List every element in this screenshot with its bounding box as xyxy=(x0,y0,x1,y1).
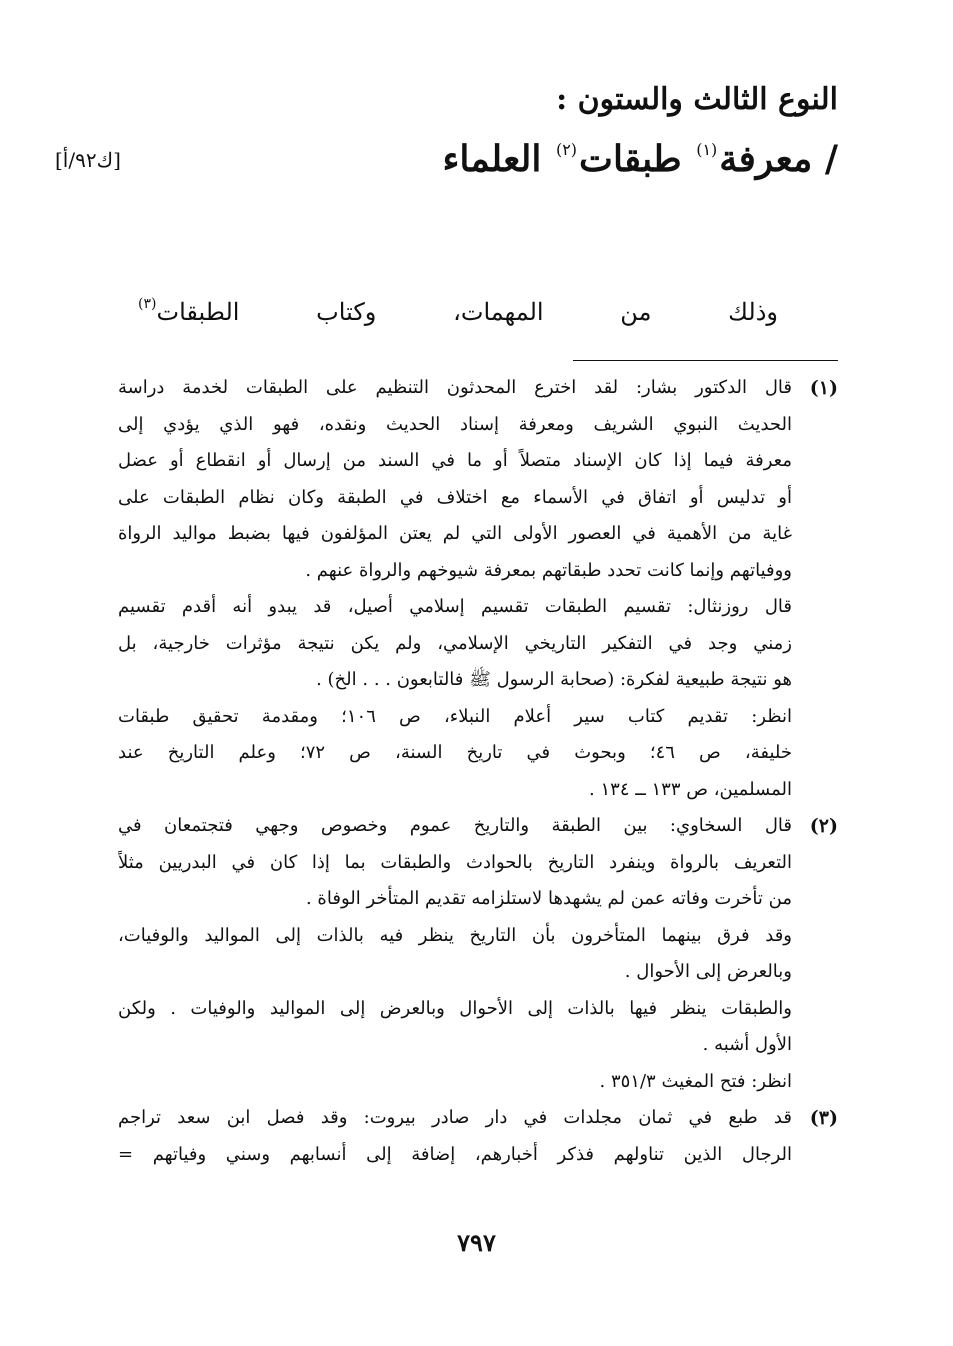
footnote-line: انظر: فتح المغيث ٣٥١/٣ . xyxy=(599,1070,792,1092)
footnote-line: أو تدليس أو اتفاق في الأسماء مع اختلاف في الطبقة وكان نظام الطبقات على xyxy=(118,486,792,508)
footnote-line: المسلمين، ص ١٣٣ ــ ١٣٤ . xyxy=(589,778,792,800)
footnote-line: وبالعرض إلى الأحوال . xyxy=(624,961,792,982)
footnote-ref-2[interactable]: (٢) xyxy=(555,140,578,159)
footnote-line: انظر: تقديم كتاب سير أعلام النبلاء، ص ١٠٦؛ ومقدمة تحقيق طبقات xyxy=(118,705,792,727)
main-text: وذلك من المهمات، وكتاب الطبقات xyxy=(156,298,778,326)
footnote-line: غاية من الأهمية في العصور الأولى التي لم يعتن المؤلفون فيها بضبط مواليد الرواة xyxy=(118,523,792,544)
footnote-2 xyxy=(118,808,838,1100)
manuscript-folio-reference: [ك٩٢/أ] xyxy=(55,148,121,172)
footnote-3 xyxy=(118,1100,838,1173)
footnote-line: قد طبع في ثمان مجلدات في دار صادر بيروت: وقد فصل ابن سعد تراجم xyxy=(118,1107,792,1128)
footnote-line: وقد فرق بينهما المتأخرون بأن التاريخ ينظر فيه بالذات إلى المواليد والوفيات، xyxy=(118,924,792,946)
footnote-number: (٢) xyxy=(809,815,838,837)
footnote-1 xyxy=(118,370,838,808)
footnote-ref-1[interactable]: (١) xyxy=(696,140,718,159)
footnote-line: قال الدكتور بشار: لقد اخترع المحدثون التنظيم على الطبقات لخدمة دراسة xyxy=(118,377,792,398)
title-part-3: العلماء xyxy=(442,138,542,180)
footnote-line: الحديث النبوي الشريف ومعرفة إسناد الحديث ونقده، فهو الذي يؤدي إلى xyxy=(118,413,792,435)
footnote-number: (١) xyxy=(809,377,838,399)
footnote-line: الرجال الذين تناولهم فذكر أخبارهم، إضافة إلى أنسابهم وسني وفياتهم = xyxy=(118,1143,792,1165)
footnote-line: الأول أشبه . xyxy=(702,1034,792,1055)
page-number: ٧٩٧ xyxy=(457,1228,496,1257)
footnote-ref-3[interactable]: (٣) xyxy=(138,296,157,312)
footnote-line: والطبقات ينظر فيها بالذات إلى الأحوال وبالعرض إلى المواليد والوفيات . ولكن xyxy=(118,997,792,1019)
footnote-line: قال السخاوي: بين الطبقة والتاريخ عموم وخصوص وجهي فتجتمعان في xyxy=(118,815,792,836)
footnote-line: خليفة، ص ٤٦؛ وبحوث في تاريخ السنة، ص ٧٢؛ وعلم التاريخ عند xyxy=(118,742,792,763)
footnote-line: معرفة فيما إذا كان الإسناد متصلاً أو ما في السند من إرسال أو انقطاع أو عضل xyxy=(118,450,792,471)
footnote-line: قال روزنثال: تقسيم الطبقات تقسيم إسلامي أصيل، قد يبدو أنه أقدم تقسيم xyxy=(118,596,792,617)
footnote-number: (٣) xyxy=(809,1107,838,1129)
title-part-1: / معرفة xyxy=(719,138,838,180)
footnotes-section xyxy=(118,370,838,1173)
footnote-line: هو نتيجة طبيعية لفكرة: (صحابة الرسول ﷺ فالتابعون . . . الخ) . xyxy=(316,669,792,690)
chapter-title xyxy=(442,138,838,180)
footnote-line: ووفياتهم وإنما كانت تحدد طبقاتهم بمعرفة شيوخهم والرواة عنهم . xyxy=(305,559,792,581)
title-part-2: طبقات xyxy=(579,138,682,180)
footnote-line: زمني وجد في التفكير التاريخي الإسلامي، ولم يكن نتيجة مؤثرات خارجية، بل xyxy=(118,632,792,654)
footnote-separator xyxy=(573,360,838,361)
main-text-line xyxy=(138,296,778,326)
chapter-heading: النوع الثالث والستون : xyxy=(556,82,838,117)
footnote-line: من تأخرت وفاته عمن لم يشهدها لاستلزامه تقديم المتأخر الوفاة . xyxy=(305,888,792,909)
footnote-line: التعريف بالرواة وينفرد التاريخ بالحوادث والطبقات بما إذا كان في البدريين مثلاً xyxy=(118,851,792,873)
